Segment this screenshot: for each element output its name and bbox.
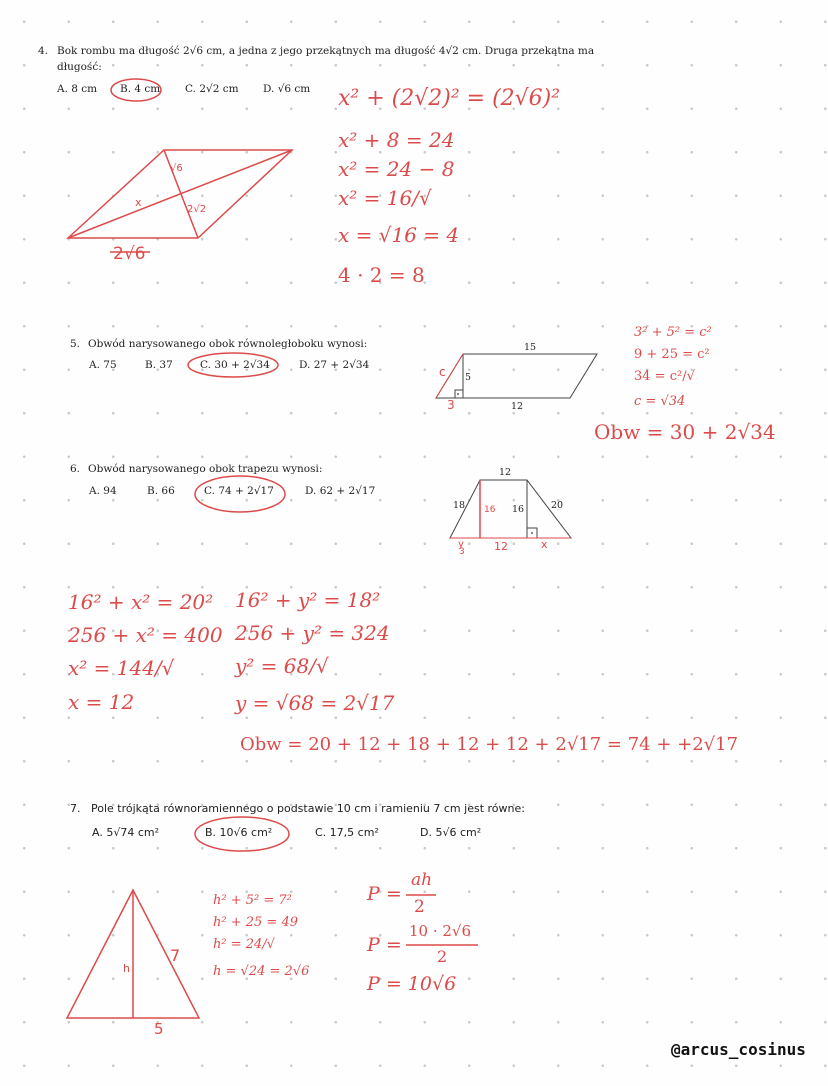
q7-option-c[interactable]: C. 17,5 cm² xyxy=(315,826,379,839)
q7-label-h: h xyxy=(123,962,130,975)
q7-p-line3: P = 10√6 xyxy=(367,973,457,995)
q5-solution-line2: 9 + 25 = c² xyxy=(634,347,710,362)
q6-trapezoid xyxy=(450,480,571,538)
q5-solution-line1: 3² + 5² = c² xyxy=(634,325,712,340)
q7-option-a[interactable]: A. 5√74 cm² xyxy=(92,826,159,839)
q7-left-line4: h = √24 = 2√6 xyxy=(213,964,310,979)
q6-option-d[interactable]: D. 62 + 2√17 xyxy=(305,485,376,497)
q7-answer-circle xyxy=(195,817,289,851)
q4-label-x: x xyxy=(135,196,142,209)
q6-text: Obwód narysowanego obok trapezu wynosi: xyxy=(88,463,323,475)
q4-solution-line5: x = √16 = 4 xyxy=(338,223,460,247)
q7-label-side: 7 xyxy=(170,946,181,965)
q5-label-base-part: 3 xyxy=(447,398,455,412)
q7-left-line1: h² + 5² = 7² xyxy=(213,893,292,908)
q4-label-half: 2√2 xyxy=(187,204,207,215)
q7-left-line3: h² = 24/√ xyxy=(213,937,275,952)
q5-option-b[interactable]: B. 37 xyxy=(145,359,173,371)
q4-option-c[interactable]: C. 2√2 cm xyxy=(185,83,239,95)
q7-p-line2-den: 2 xyxy=(437,947,448,966)
q7-p-line1-num: ah xyxy=(411,870,433,890)
q4-label-side-top: √6 xyxy=(170,163,183,174)
q6-right-angle-dot xyxy=(531,532,533,534)
q4-text-line2: długość: xyxy=(57,61,102,73)
q4-label-side-bottom: 2√6 xyxy=(113,244,146,264)
q6-label-top: 12 xyxy=(499,467,512,478)
q7-option-d[interactable]: D. 5√6 cm² xyxy=(420,826,482,839)
q6-right-line3: y² = 68/√ xyxy=(235,654,329,678)
q5-answer-circle xyxy=(188,353,278,377)
q6-result: Obw = 20 + 12 + 18 + 12 + 12 + 2√17 = 74 + +2√17 xyxy=(240,734,739,755)
q4-answer-circle xyxy=(111,79,161,101)
q5-option-c[interactable]: C. 30 + 2√34 xyxy=(200,359,270,371)
q5-label-bottom: 12 xyxy=(511,401,524,412)
q4-option-d[interactable]: D. √6 cm xyxy=(263,83,311,95)
q7-p-line2-num: 10 · 2√6 xyxy=(409,922,472,940)
q5-right-angle-dot xyxy=(457,393,459,395)
q6-number: 6. xyxy=(70,463,81,475)
q6-label-h: 16 xyxy=(512,504,525,515)
q5-option-a[interactable]: A. 75 xyxy=(89,359,117,371)
q7-p-line1-den: 2 xyxy=(414,897,425,917)
q6-right-line1: 16² + y² = 18² xyxy=(235,588,381,612)
q5-label-side: c xyxy=(439,365,446,379)
q4-number: 4. xyxy=(38,45,49,57)
q4-option-a[interactable]: A. 8 cm xyxy=(57,83,98,95)
q5-side-red xyxy=(436,354,463,398)
q7-option-b[interactable]: B. 10√6 cm² xyxy=(205,826,273,839)
q6-left-line3: x² = 144/√ xyxy=(68,656,175,680)
q4-solution-line3: x² = 24 − 8 xyxy=(338,157,455,181)
q4-solution-line1: x² + (2√2)² = (2√6)² xyxy=(338,86,561,111)
q7-number: 7. xyxy=(70,802,81,815)
q6-option-a[interactable]: A. 94 xyxy=(89,485,117,497)
watermark: @arcus_cosinus xyxy=(671,1040,806,1059)
q5-number: 5. xyxy=(70,338,81,350)
q4-text-line1: Bok rombu ma długość 2√6 cm, a jedna z jego przekątnych ma długość 4√2 cm. Druga przekątna ma xyxy=(57,45,595,57)
q6-label-x: x xyxy=(541,538,548,551)
q5-option-d[interactable]: D. 27 + 2√34 xyxy=(299,359,370,371)
q6-label-right: 20 xyxy=(551,500,564,511)
q5-label-top: 15 xyxy=(524,342,537,353)
q6-left-line4: x = 12 xyxy=(68,690,135,714)
q6-label-y: y xyxy=(458,539,464,550)
q6-label-left: 18 xyxy=(453,500,466,511)
q7-label-half-base: 5 xyxy=(154,1020,164,1038)
q6-option-c[interactable]: C. 74 + 2√17 xyxy=(204,485,274,497)
q5-text: Obwód narysowanego obok równoległoboku wynosi: xyxy=(88,338,368,350)
q4-solution-line6: 4 · 2 = 8 xyxy=(338,263,425,287)
q4-option-b[interactable]: B. 4 cm xyxy=(120,83,161,95)
q4-solution-line4: x² = 16/√ xyxy=(338,186,432,210)
q6-left-line2: 256 + x² = 400 xyxy=(68,623,223,647)
q6-right-line2: 256 + y² = 324 xyxy=(235,621,390,645)
q5-solution-line3: 34 = c²/√ xyxy=(634,369,695,384)
q5-parallelogram xyxy=(436,354,597,398)
q6-label-bottom: 12 xyxy=(494,540,508,553)
q7-triangle xyxy=(67,890,199,1018)
q6-label-h-red: 16 xyxy=(484,505,496,515)
q6-right-line4: y = √68 = 2√17 xyxy=(235,691,395,715)
q7-left-line2: h² + 25 = 49 xyxy=(213,915,298,930)
q6-option-b[interactable]: B. 66 xyxy=(147,485,175,497)
q7-text: Pole trójkąta równoramiennego o podstawie 10 cm i ramieniu 7 cm jest równe: xyxy=(91,802,525,815)
q6-answer-circle xyxy=(195,476,285,512)
q6-left-line1: 16² + x² = 20² xyxy=(68,590,214,614)
q6-label-y2: 3 xyxy=(459,547,465,557)
q4-solution-line2: x² + 8 = 24 xyxy=(338,128,455,152)
q7-p-line2-lhs: P = xyxy=(367,934,402,956)
q4-rhombus xyxy=(68,150,292,252)
q5-label-height: 5 xyxy=(465,372,472,383)
q5-result: Obw = 30 + 2√34 xyxy=(594,420,776,444)
q5-solution-line4: c = √34 xyxy=(634,394,686,409)
q7-p-line1-lhs: P = xyxy=(367,883,402,905)
